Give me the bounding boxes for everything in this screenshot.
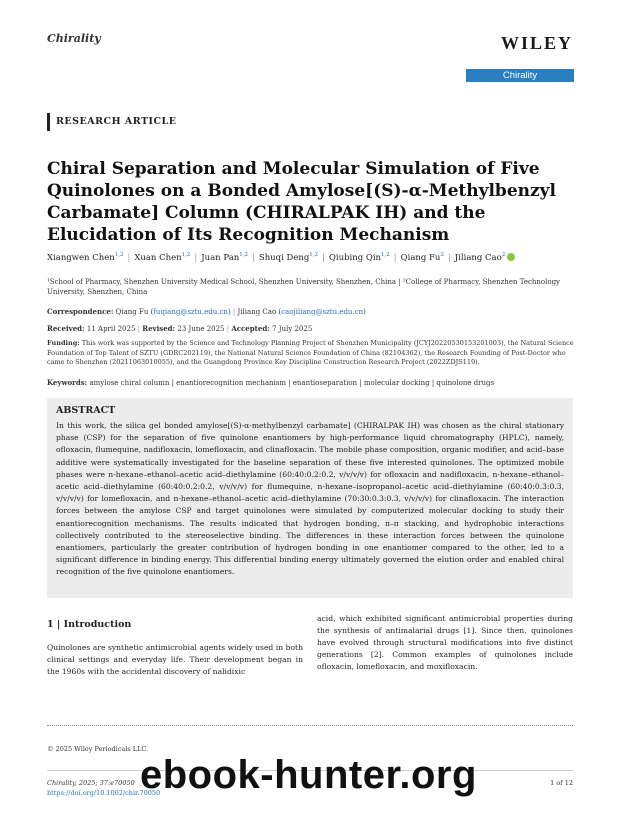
author-name: Shuqi Deng — [258, 252, 310, 263]
article-title: Chiral Separation and Molecular Simulation of Five Quinolones on a Bonded Amylose[(S)-α-Methylbenzyl Carbamate] Column (CHIRALPAK IH) and the Elucidation of Its Recognition Mechanism — [47, 159, 556, 245]
abstract-heading: ABSTRACT — [56, 405, 116, 416]
author-affiliation-mark: 1,2 — [381, 252, 390, 258]
keywords-text: amylose chiral column | enantiorecognition mechanism | enantioseparation | molecular docking | quinolone drugs — [89, 379, 495, 387]
section-heading-introduction: 1 | Introduction — [47, 619, 132, 630]
revised-label: Revised: — [142, 324, 176, 333]
page-number: 1 of 12 — [550, 779, 573, 787]
author-separator: | — [447, 252, 451, 263]
correspondence-email-1[interactable]: fuqiang@sztu.edu.cn — [153, 308, 228, 316]
doi-link[interactable]: https://doi.org/10.1002/chir.70050 — [47, 789, 161, 797]
correspondence-name-1: Qiang Fu — [115, 308, 149, 316]
received-date: 11 April 2025 — [86, 325, 136, 333]
correspondence-name-2: Jiliang Cao — [237, 308, 277, 316]
orcid-icon[interactable] — [507, 253, 515, 261]
author-separator: | — [393, 252, 397, 263]
author-name: Jiliang Cao — [454, 252, 502, 263]
received-label: Received: — [47, 324, 85, 333]
author-affiliation-mark: 1,2 — [239, 252, 248, 258]
article-type: RESEARCH ARTICLE — [56, 116, 177, 127]
author-affiliation-mark: 1,2 — [181, 252, 191, 258]
author-separator: | — [252, 252, 255, 263]
funding-label: Funding: — [47, 339, 80, 347]
author-affiliation-mark: 1,2 — [114, 252, 124, 258]
author-name: Xiangwen Chen — [47, 252, 115, 263]
author-separator: | — [194, 252, 198, 263]
copyright: © 2025 Wiley Periodicals LLC. — [47, 745, 149, 753]
accepted-date: 7 July 2025 — [272, 325, 313, 333]
revised-date: 23 June 2025 — [177, 325, 225, 333]
author-list — [47, 252, 587, 263]
journal-name: Chirality — [47, 32, 101, 45]
watermark: ebook-hunter.org — [140, 753, 477, 797]
journal-badge: Chirality — [466, 69, 574, 82]
author-affiliation-mark: 1,2 — [309, 252, 319, 258]
keywords-label: Keywords: — [47, 378, 88, 387]
citation: Chirality, 2025; 37:e70050 — [47, 779, 135, 787]
funding — [47, 339, 577, 368]
footnote-divider — [47, 725, 573, 726]
author-separator: | — [322, 252, 325, 263]
correspondence-email-2[interactable]: caojiliang@sztu.edu.cn — [281, 308, 364, 316]
affiliations: ¹School of Pharmacy, Shenzhen University Medical School, Shenzhen University, Shenzhen, China | ²College of Pharmacy, Shenzhen Technology University, Shenzhen, China — [47, 278, 561, 296]
author-affiliation-mark: 2 — [501, 252, 506, 258]
author-name: Juan Pan — [201, 252, 240, 263]
correspondence: Correspondence: Qiang Fu (fuqiang@sztu.edu.cn) | Jiliang Cao (caojiliang@sztu.edu.cn) — [47, 307, 366, 316]
author-separator: | — [127, 252, 131, 263]
author-name: Xuan Chen — [134, 252, 182, 263]
funding-text: This work was supported by the Science and Technology Planning Project of Shenzhen Municipality (JCYJ20220530153201003), the Natural Science Foundation of Top Talent of SZTU (GDRC202119), the National Natural Science Foundation of China (82104362), the Research Founding of Post-Doctor who came to Shenzhen (20211063010055), and the Guangdong Province Key Discipline Construction Research Project (2022ZDJS119). — [47, 339, 574, 366]
abstract-text: In this work, the silica gel bonded amylose[(S)-α-methylbenzyl carbamate] (CHIRALPAK IH) was chosen as the chiral stationary phase (CSP) for the separation of five quinolone enantiomers by high-performance liquid chromatography (HPLC), namely, ofloxacin, flumequine, nadifloxacin, lomefloxacin, and clinafloxacin. The mobile phase composition, organic modifier, and acid–base additive were systematically investigated for the baseline separation of these five interested quinolones. The optimized mobile phases were n-hexane–ethanol–acetic acid–diethylamine (60:40:0.2:0.2, v/v/v/v) for ofloxacin and nadifloxacin, n-hexane–ethanol–acetic acid–diethylamine (60:40:0.2:0.2, v/v/v/v) for flumequine, n-hexane–isopropanol–acetic acid–diethylamine (60:40:0.3:0.3, v/v/v/v) for lomefloxacin, and n-hexane–ethanol–acetic acid–diethylamine (70:30:0.3:0.3, v/v/v/v) for clinafloxacin. The interaction forces between the amylose CSP and target quinolones were simulated by computerized molecular docking to study their enantiorecognition mechanisms. The results indicated that hydrogen bonding, π–π stacking, and hydrophobic interactions collectively contributed to the stereoselective binding. The differences in these interaction forces between the quinolone enantiomers, particularly the greater contribution of hydrogen bonding in one enantiomer compared to the other, led to a significant difference in binding energy. This differential binding energy ultimately governed the elution order and enabled chiral recognition of the five quinolone enantiomers. — [56, 421, 564, 577]
author-name: Qiang Fu — [400, 252, 441, 263]
article-type-bar — [47, 113, 50, 131]
publisher-logo: WILEY — [500, 33, 573, 53]
article-dates: Received: 11 April 2025 | Revised: 23 June 2025 | Accepted: 7 July 2025 — [47, 324, 313, 333]
keywords — [47, 378, 587, 387]
accepted-label: Accepted: — [231, 324, 270, 333]
intro-column-1: Quinolones are synthetic antimicrobial agents widely used in both clinical settings and everyday life. Their development began in the 1960s with the accidental discovery of nalidixic — [47, 643, 303, 676]
author-name: Qiubing Qin — [328, 252, 382, 263]
correspondence-label: Correspondence: — [47, 307, 114, 316]
intro-column-2: acid, which exhibited significant antimicrobial properties during the synthesis of antimalarial drugs [1]. Since then, quinolones have evolved through structural modifications into five distinct generations [2]. Common examples of quinolones include ofloxacin, lomefloxacin, and moxifloxacin. — [317, 614, 573, 671]
author-affiliation-mark: 2 — [440, 252, 444, 258]
